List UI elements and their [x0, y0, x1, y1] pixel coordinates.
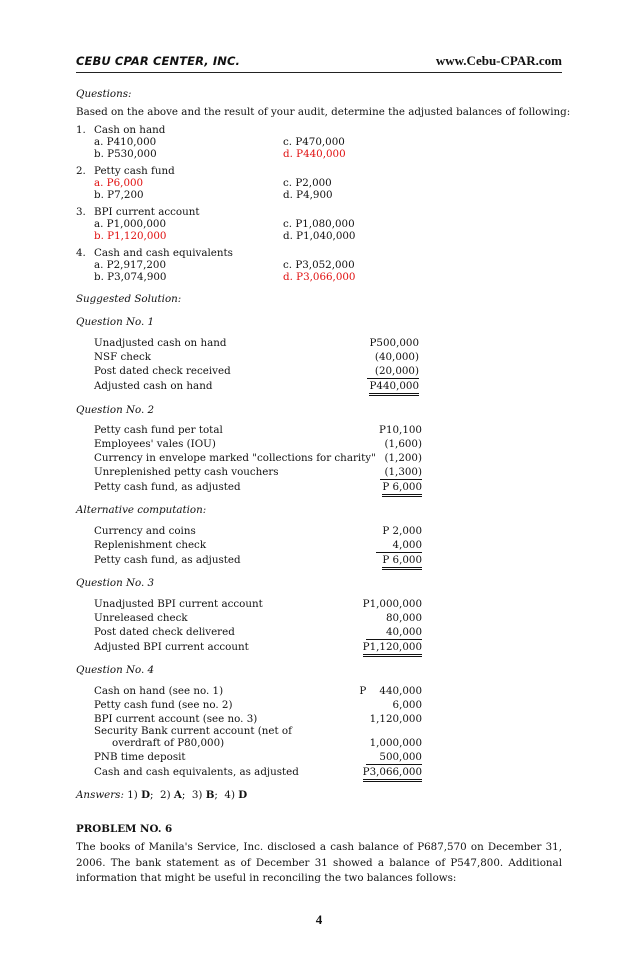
solution-total-label: Adjusted BPI current account — [94, 641, 249, 653]
solution-total-amount: P1,120,000 — [363, 641, 422, 657]
solution-row-amount: 6,000 — [392, 699, 422, 711]
solution-row-label: Unadjusted cash on hand — [94, 337, 227, 349]
choice-d: d. P4,900 — [283, 189, 333, 201]
answers-label: Answers: — [76, 789, 124, 801]
choice-a-correct: a. P6,000 — [94, 177, 144, 189]
solution-row-amount: P500,000 — [369, 337, 419, 349]
solution-row-amount: (40,000) — [374, 351, 419, 363]
question-number: 4. — [76, 247, 86, 259]
question-text: Petty cash fund — [94, 165, 175, 177]
solution-q1-title: Question No. 1 — [76, 316, 155, 328]
solution-row-label: Replenishment check — [94, 539, 207, 551]
problem-title: PROBLEM NO. 6 — [76, 823, 173, 835]
choice-b: b. P530,000 — [94, 148, 157, 160]
question-number: 3. — [76, 206, 86, 218]
solution-q4-title: Question No. 4 — [76, 664, 155, 676]
solution-row-label-continued: overdraft of P80,000) — [112, 737, 225, 749]
question-number: 1. — [76, 124, 86, 136]
solution-row-label: Unreplenished petty cash vouchers — [94, 466, 279, 478]
solution-row-label: Currency in envelope marked "collections for charity" — [94, 452, 376, 464]
solution-row-label: Unadjusted BPI current account — [94, 598, 263, 610]
solution-row-amount: 80,000 — [385, 612, 422, 624]
solution-row-label: Post dated check delivered — [94, 626, 235, 638]
solution-row-amount: (1,200) — [384, 452, 422, 464]
solution-row-label: Petty cash fund per total — [94, 424, 223, 436]
solution-total-amount: P440,000 — [369, 380, 419, 396]
choice-a: a. P410,000 — [94, 136, 157, 148]
solution-row-amount: (1,300) — [380, 466, 422, 480]
solution-q2-title: Question No. 2 — [76, 404, 155, 416]
solution-row-amount: P10,100 — [379, 424, 422, 436]
solution-row-label: Unreleased check — [94, 612, 188, 624]
questions-intro: Based on the above and the result of your audit, determine the adjusted balances of following: — [76, 106, 571, 118]
questions-title: Questions: — [76, 88, 132, 100]
solution-row-label: PNB time deposit — [94, 751, 186, 763]
solution-row-amount: P1,000,000 — [362, 598, 422, 610]
choice-d-correct: d. P3,066,000 — [283, 271, 356, 283]
answers-text: ; 2) — [150, 789, 174, 801]
choice-b: b. P3,074,900 — [94, 271, 167, 283]
choice-a: a. P1,000,000 — [94, 218, 167, 230]
alternative-title: Alternative computation: — [76, 504, 207, 516]
solution-row-amount: P 2,000 — [382, 525, 422, 537]
solution-total-amount: P 6,000 — [382, 554, 422, 570]
answers-line — [76, 789, 247, 802]
answers-text: 1) — [127, 789, 142, 801]
solution-row-amount: 500,000 — [366, 751, 422, 765]
solution-row-label: Cash on hand (see no. 1) — [94, 685, 224, 697]
solution-row-amount: P 440,000 — [359, 685, 422, 697]
solution-row-label: BPI current account (see no. 3) — [94, 713, 258, 725]
choice-b-correct: b. P1,120,000 — [94, 230, 167, 242]
solution-row-amount: 1,120,000 — [369, 713, 422, 725]
suggested-solution-title: Suggested Solution: — [76, 293, 182, 305]
solution-row-label: Post dated check received — [94, 365, 231, 377]
solution-row-amount: 1,000,000 — [369, 737, 422, 749]
choice-c: c. P2,000 — [283, 177, 332, 189]
problem-text: The books of Manila's Service, Inc. disclosed a cash balance of P687,570 on December 31, 2006. The bank statement as of December 31 showed a balance of P547,800. Additional information that might be useful in reconciling the two balances follows: — [76, 841, 562, 884]
answers-text: ; 4) — [214, 789, 239, 801]
solution-total-label: Petty cash fund, as adjusted — [94, 554, 241, 566]
header-rule — [76, 72, 562, 73]
answer-1: D — [141, 789, 150, 801]
choice-b: b. P7,200 — [94, 189, 144, 201]
header-company: CEBU CPAR CENTER, INC. — [76, 54, 240, 68]
choice-a: a. P2,917,200 — [94, 259, 167, 271]
question-text: Cash on hand — [94, 124, 166, 136]
solution-total-label: Petty cash fund, as adjusted — [94, 481, 241, 493]
question-text: BPI current account — [94, 206, 200, 218]
choice-c: c. P1,080,000 — [283, 218, 355, 230]
solution-total-amount: P3,066,000 — [363, 766, 422, 782]
choice-c: c. P470,000 — [283, 136, 345, 148]
solution-row-amount: (20,000) — [367, 365, 419, 379]
solution-q3-title: Question No. 3 — [76, 577, 155, 589]
solution-row-amount: 40,000 — [366, 626, 422, 640]
choice-c: c. P3,052,000 — [283, 259, 355, 271]
answer-3: B — [205, 789, 215, 801]
answer-4: D — [238, 789, 248, 801]
question-number: 2. — [76, 165, 86, 177]
solution-row-label: NSF check — [94, 351, 151, 363]
solution-row-amount: 4,000 — [376, 539, 422, 553]
solution-total-label: Adjusted cash on hand — [94, 380, 213, 392]
solution-total-label: Cash and cash equivalents, as adjusted — [94, 766, 299, 778]
answer-2: A — [173, 789, 182, 801]
solution-row-amount: (1,600) — [384, 438, 422, 450]
solution-row-label: Currency and coins — [94, 525, 196, 537]
choice-d: d. P1,040,000 — [283, 230, 356, 242]
header-website: www.Cebu-CPAR.com — [435, 53, 562, 68]
solution-row-label: Petty cash fund (see no. 2) — [94, 699, 233, 711]
solution-row-label: Security Bank current account (net of — [94, 725, 292, 737]
question-text: Cash and cash equivalents — [94, 247, 233, 259]
solution-row-label: Employees' vales (IOU) — [94, 438, 216, 450]
page-number: 4 — [315, 912, 323, 927]
choice-d-correct: d. P440,000 — [283, 148, 346, 160]
answers-text: ; 3) — [181, 789, 206, 801]
solution-total-amount: P 6,000 — [382, 481, 422, 497]
